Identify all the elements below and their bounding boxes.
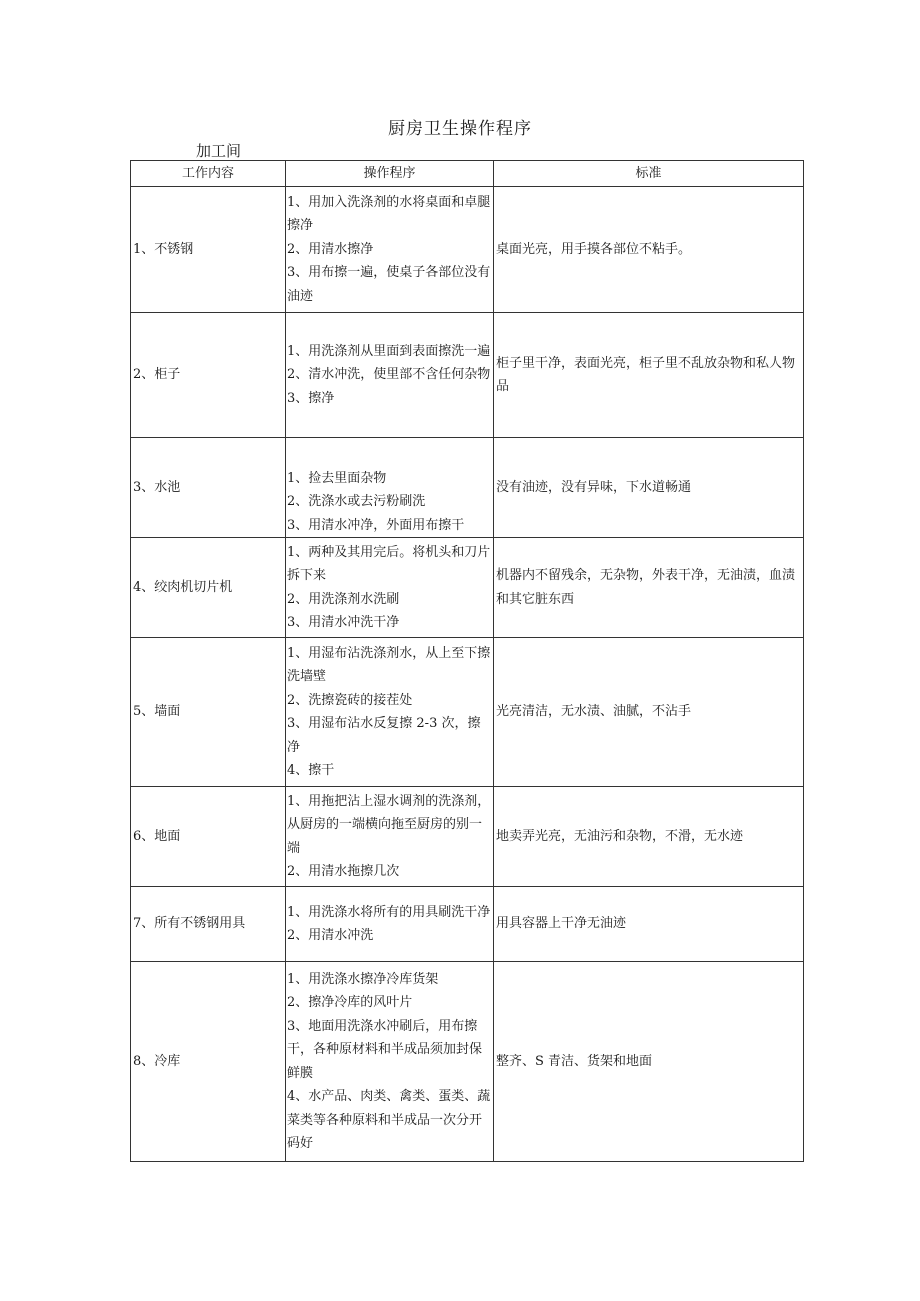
table-row [131, 787, 804, 887]
row-procedure [286, 887, 494, 962]
table-row [131, 538, 804, 638]
procedure-step: 2、用清水拖擦几次 [287, 864, 400, 879]
procedure-step: 2、用清水冲洗 [287, 928, 374, 943]
procedure-step: 3、擦净 [287, 390, 335, 406]
row-procedure [286, 438, 494, 538]
row-item: 8、冷库 [131, 962, 286, 1162]
header-procedure: 操作程序 [286, 161, 494, 187]
procedure-step: 3、用布擦一遍，使桌子各部位没有油迹 [287, 265, 491, 304]
procedure-step: 3、用清水冲净，外面用布擦干 [287, 517, 465, 533]
page-title: 厨房卫生操作程序 [388, 119, 532, 139]
row-item: 4、绞肉机切片机 [131, 538, 286, 638]
procedure-step: 4、擦干 [287, 763, 335, 778]
table-row [131, 887, 804, 962]
table-header-row [131, 161, 804, 187]
procedure-step: 2、洗涤水或去污粉刷洗 [287, 494, 426, 509]
procedure-step: 2、用洗涤剂水洗刷 [287, 591, 400, 607]
procedure-step: 4、水产品、肉类、禽类、蛋类、蔬菜类等各种原料和半成品一次分开码好 [287, 1089, 491, 1151]
table-row [131, 187, 804, 313]
row-procedure [286, 313, 494, 438]
header-standard: 标准 [494, 161, 804, 187]
procedure-step: 1、用洗涤剂从里面到表面擦洗一遍 [287, 343, 491, 359]
procedure-step: 3、用清水冲洗干净 [287, 615, 400, 630]
table-row [131, 438, 804, 538]
row-item: 1、不锈钢 [131, 187, 286, 313]
row-standard: 光亮清洁，无水渍、油腻，不沾手 [494, 638, 804, 787]
procedure-table [130, 160, 804, 1162]
row-item: 6、地面 [131, 787, 286, 887]
procedure-step: 2、用清水擦净 [287, 241, 374, 257]
row-item: 2、柜子 [131, 313, 286, 438]
row-item: 3、水池 [131, 438, 286, 538]
row-procedure [286, 538, 494, 638]
row-standard: 桌面光亮，用手摸各部位不粘手。 [494, 187, 804, 313]
procedure-step: 1、捡去里面杂物 [287, 470, 387, 486]
row-standard: 机器内不留残余，无杂物，外表干净，无油渍，血渍和其它脏东西 [494, 538, 804, 638]
table-row [131, 313, 804, 438]
procedure-step: 3、用湿布沾水反复擦 2-3 次，擦净 [287, 716, 481, 755]
row-item: 5、墙面 [131, 638, 286, 787]
row-standard: 柜子里干净，表面光亮，柜子里不乱放杂物和私人物品 [494, 313, 804, 438]
row-procedure [286, 187, 494, 313]
procedure-step: 3、地面用洗涤水冲刷后，用布擦干，各种原材料和半成品须加封保鲜膜 [287, 1018, 483, 1081]
procedure-step: 1、用湿布沾洗涤剂水，从上至下擦洗墙壁 [287, 645, 491, 684]
row-procedure [286, 638, 494, 787]
section-label: 加工间 [196, 142, 242, 160]
procedure-step: 2、洗擦瓷砖的接茬处 [287, 692, 413, 708]
table-row [131, 638, 804, 787]
row-item: 7、所有不锈钢用具 [131, 887, 286, 962]
table-row [131, 962, 804, 1162]
row-procedure [286, 962, 494, 1162]
row-procedure [286, 787, 494, 887]
procedure-step: 1、用洗涤水擦净冷库货架 [287, 971, 439, 987]
procedure-step: 2、擦净冷库的风叶片 [287, 995, 413, 1010]
procedure-step: 1、两种及其用完后。将机头和刀片拆下来 [287, 544, 491, 583]
procedure-step: 1、用拖把沾上湿水调剂的洗涤剂，从厨房的一端横向拖至厨房的别一端 [287, 793, 491, 856]
procedure-step: 1、用洗涤水将所有的用具刷洗干净 [287, 904, 491, 920]
row-standard: 整齐、S 青洁、货架和地面 [494, 962, 804, 1162]
row-standard: 没有油迹，没有异味，下水道畅通 [494, 438, 804, 538]
procedure-step: 2、清水冲洗，使里部不含任何杂物 [287, 367, 491, 383]
row-standard: 地卖弄光亮，无油污和杂物，不滑，无水迹 [494, 787, 804, 887]
procedure-step: 1、用加入洗涤剂的水将桌面和卓腿擦净 [287, 194, 491, 234]
header-work-content: 工作内容 [131, 161, 286, 187]
row-standard: 用具容器上干净无油迹 [494, 887, 804, 962]
